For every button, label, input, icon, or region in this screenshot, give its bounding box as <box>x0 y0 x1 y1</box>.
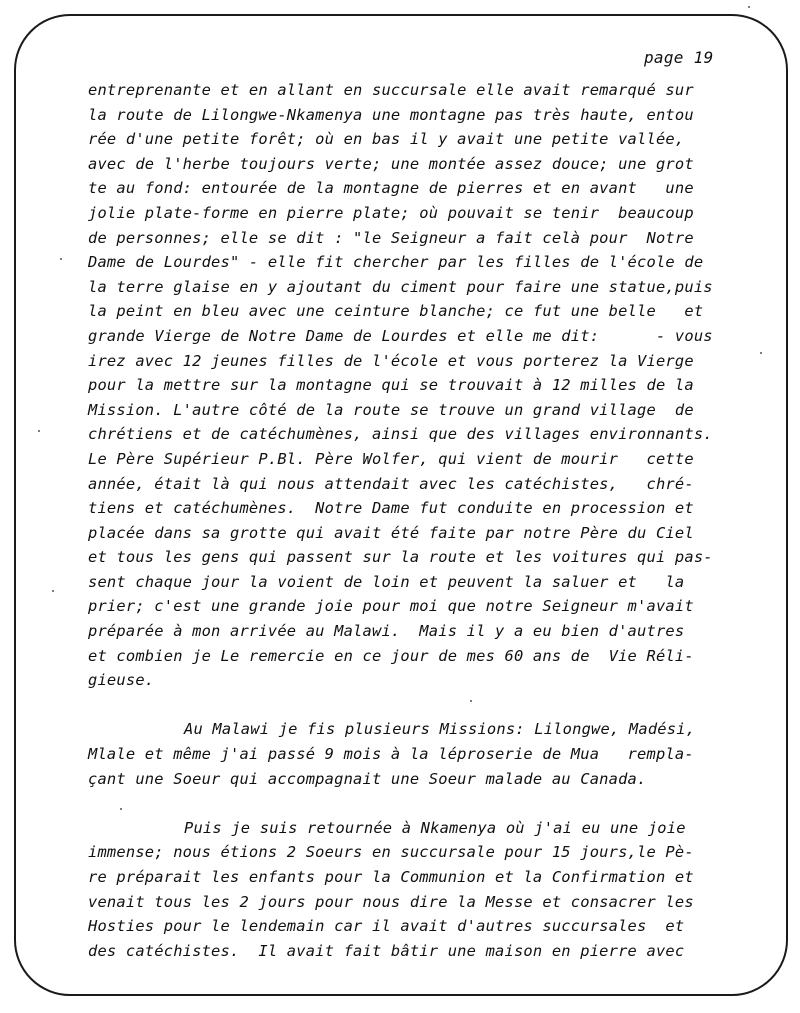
text-line: Hosties pour le lendemain car il avait d'autres succursales et <box>88 917 685 936</box>
text-line: Mission. L'autre côté de la route se trouve un grand village de <box>88 400 694 419</box>
text-line: venait tous les 2 jours pour nous dire la Messe et consacrer les <box>88 892 694 911</box>
text-line: çant une Soeur qui accompagnait une Soeur malade au Canada. <box>88 769 647 788</box>
text-line: gieuse. <box>88 671 155 690</box>
text-line: avec de l'herbe toujours verte; une montée assez douce; une grot <box>88 154 694 173</box>
text-line: placée dans sa grotte qui avait été faite par notre Père du Ciel <box>88 523 694 542</box>
scan-speck <box>38 430 40 432</box>
scan-speck <box>52 590 54 592</box>
scan-speck <box>470 700 472 702</box>
page-number: page 19 <box>644 48 714 67</box>
text-line: prier; c'est une grande joie pour moi que notre Seigneur m'avait <box>88 597 694 616</box>
text-line: et tous les gens qui passent sur la route et les voitures qui pas- <box>88 548 713 567</box>
text-line: préparée à mon arrivée au Malawi. Mais il y a eu bien d'autres <box>88 622 685 641</box>
text-line: irez avec 12 jeunes filles de l'école et vous porterez la Vierge <box>88 351 694 370</box>
text-line: rée d'une petite forêt; où en bas il y avait une petite vallée, <box>88 130 685 149</box>
text-line: entreprenante et en allant en succursale elle avait remarqué sur <box>88 81 694 99</box>
text-line: te au fond: entourée de la montagne de pierres et en avant une <box>88 179 694 198</box>
text-line: Le Père Supérieur P.Bl. Père Wolfer, qui vient de mourir cette <box>88 449 694 468</box>
document-text <box>88 78 738 963</box>
text-line: de personnes; elle se dit : "le Seigneur a fait celà pour Notre <box>88 228 694 247</box>
scan-speck <box>60 258 62 260</box>
scan-speck <box>748 6 750 8</box>
paragraph-gap <box>88 791 738 816</box>
text-line: sent chaque jour la voient de loin et peuvent la saluer et la <box>88 572 685 591</box>
text-line: Mlale et même j'ai passé 9 mois à la léproserie de Mua rempla- <box>88 745 694 764</box>
text-line: et combien je Le remercie en ce jour de mes 60 ans de Vie Réli- <box>88 646 694 665</box>
text-line: la terre glaise en y ajoutant du ciment pour faire une statue,puis <box>88 277 713 296</box>
scan-speck <box>120 808 122 810</box>
text-line: pour la mettre sur la montagne qui se trouvait à 12 milles de la <box>88 376 694 395</box>
text-line: grande Vierge de Notre Dame de Lourdes et elle me dit: - vous <box>88 326 713 345</box>
text-line: re préparait les enfants pour la Communion et la Confirmation et <box>88 868 694 886</box>
text-line: la peint en bleu avec une ceinture blanche; ce fut une belle et <box>88 302 704 321</box>
paragraph-gap <box>88 693 738 718</box>
text-line: Dame de Lourdes" - elle fit chercher par les filles de l'école de <box>88 253 704 272</box>
text-line: année, était là qui nous attendait avec les catéchistes, chré- <box>88 474 694 493</box>
scan-speck <box>760 352 762 354</box>
text-line: des catéchistes. Il avait fait bâtir une maison en pierre avec <box>88 941 685 960</box>
text-line: la route de Lilongwe-Nkamenya une montagne pas très haute, entou <box>88 105 694 124</box>
text-line: immense; nous étions 2 Soeurs en succursale pour 15 jours,le Pè- <box>88 843 694 862</box>
text-line: tiens et catéchumènes. Notre Dame fut conduite en procession et <box>88 499 694 518</box>
text-line: Puis je suis retournée à Nkamenya où j'ai eu une joie <box>184 818 686 837</box>
text-line: Au Malawi je fis plusieurs Missions: Lilongwe, Madési, <box>184 720 696 739</box>
text-line: jolie plate-forme en pierre plate; où pouvait se tenir beaucoup <box>88 203 694 222</box>
text-line: chrétiens et de catéchumènes, ainsi que des villages environnants. <box>88 425 713 444</box>
